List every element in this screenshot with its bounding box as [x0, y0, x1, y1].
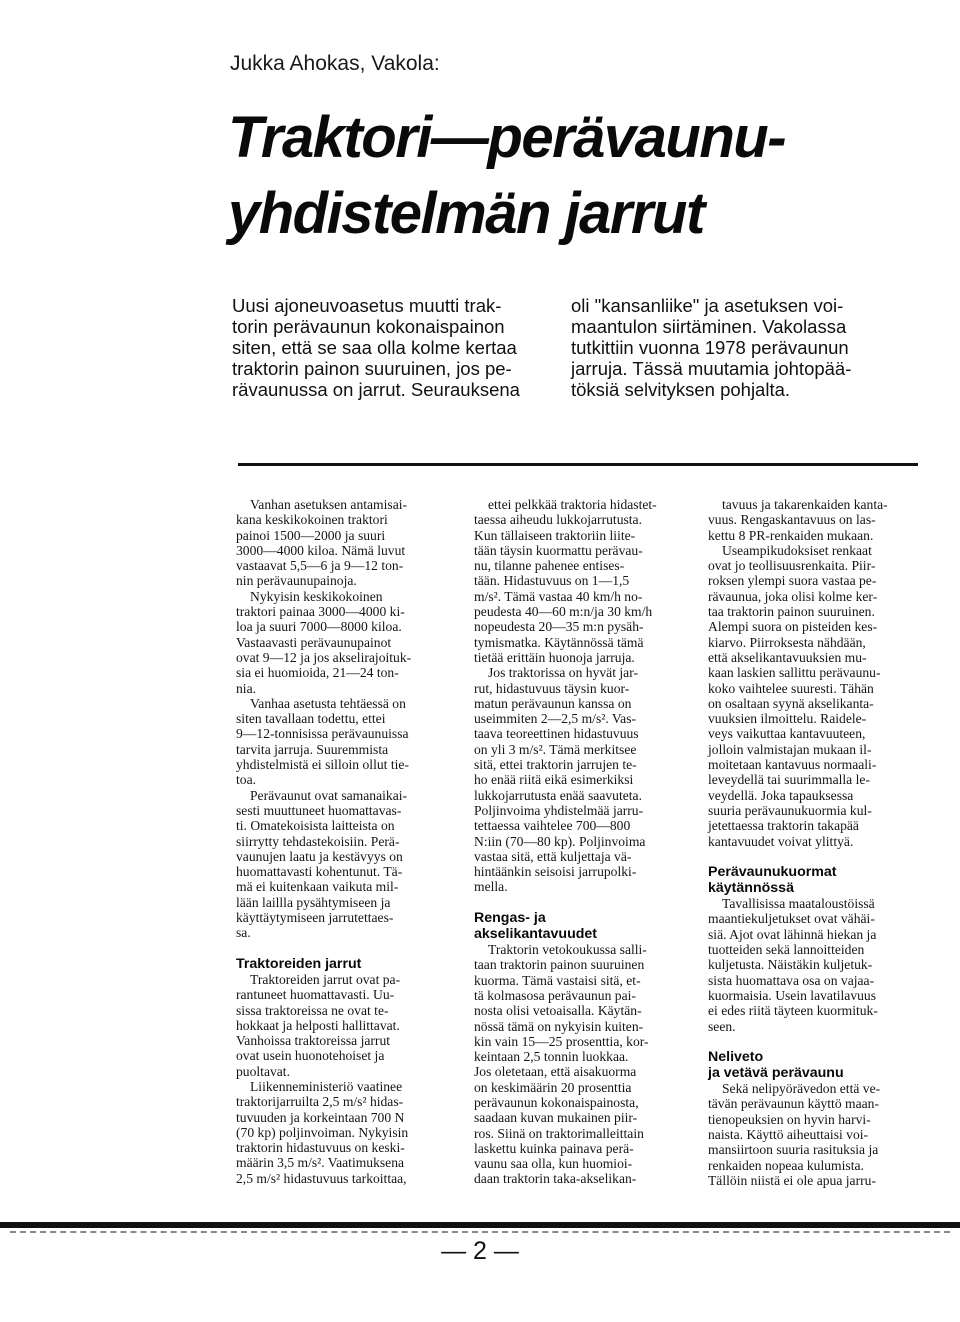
lead-line: maantulon siirtäminen. Vakolassa	[571, 316, 847, 337]
text-line: useimmiten 2—2,5 m/s². Vas-	[474, 711, 637, 727]
text-line: 3000—4000 kiloa. Nämä luvut	[236, 542, 406, 558]
spacer	[474, 895, 694, 910]
heading-line: akselikantavuudet	[474, 926, 598, 943]
spacer	[708, 849, 928, 864]
text-line: käyttäytymiseen jarrutettaes-	[236, 910, 394, 926]
text-line: traktorijarruilta 2,5 m/s² hidas-	[236, 1094, 404, 1110]
heading-line: Traktoreiden jarrut	[236, 955, 362, 972]
lead-paragraph-right	[571, 295, 901, 400]
text-line: jetettaessa traktorin takapää	[708, 818, 859, 834]
text-line: että akselikantavuuksien mu-	[708, 649, 867, 665]
text-line: siten tavallaan todettu, ettei	[236, 711, 386, 727]
paragraph	[474, 942, 694, 1187]
text-line: nopeudesta 20—35 m:n pysäh-	[474, 619, 644, 635]
text-line: ho enää riitä eikä esimerkiksi	[474, 772, 634, 788]
text-line: mella.	[474, 879, 508, 895]
text-line: tuvuuden ja korkeintaan 700 N	[236, 1109, 405, 1125]
section-heading	[474, 910, 694, 942]
lead-line: traktorin painon suuruinen, jos pe-	[232, 358, 512, 379]
section-heading	[708, 1049, 928, 1081]
text-line: vastaavat 5,5—6 ja 9—12 ton-	[236, 558, 404, 574]
text-line: roksen ylempi suora vastaa pe-	[708, 573, 877, 589]
text-line: kantavuudet voivat ylittyä.	[708, 833, 854, 849]
text-line: lään laillla pysähtymiseen ja	[236, 894, 391, 910]
paragraph	[474, 665, 694, 894]
text-line: ovat 9—12 ja jos akselirajoituk-	[236, 649, 412, 665]
text-line: matun perävaunun kanssa on	[474, 695, 632, 711]
headline-line: yhdistelmän jarrut	[228, 181, 704, 246]
text-line: lukkojarrutusta enää saavuteta.	[474, 787, 642, 803]
text-line: koko vaihtelee suuresti. Tähän	[708, 680, 874, 696]
text-line: Useampikudoksiset renkaat	[722, 542, 872, 558]
text-line: tään. Hidastuvuus on 1—1,5	[474, 573, 630, 589]
text-line: vastaa sitä, että kuljettaja vä-	[474, 848, 632, 864]
text-line: renkaiden nopeaa kulumista.	[708, 1157, 864, 1173]
text-line: määrin 3,5 m/s². Vaatimuksena	[236, 1155, 405, 1171]
text-line: saadaan kuvan mukainen piir-	[474, 1110, 638, 1126]
text-line: Vanhan asetuksen antamisai-	[250, 497, 408, 512]
paragraph	[236, 696, 456, 788]
section-heading	[708, 864, 928, 896]
text-line: Poljinvoima yhdistelmää jarru-	[474, 802, 644, 818]
text-line: ei edes riitä täyteen kuormituk-	[708, 1003, 878, 1019]
text-line: maantiekuljetukset ovat vähäi-	[708, 911, 875, 927]
text-line: sitä, ettei traktorin jarrujen te-	[474, 757, 637, 773]
text-line: m/s². Tämä vastaa 40 km/h no-	[474, 588, 643, 604]
text-line: Tällöin niistä ei ole apua jarru-	[708, 1172, 876, 1188]
text-line: nia.	[236, 680, 257, 696]
text-line: on yli 3 m/s². Tämä merkitsee	[474, 741, 637, 757]
text-line: suuria perävaunukuormia kul-	[708, 802, 872, 818]
text-line: N:iin (70—80 kp). Poljinvoima	[474, 833, 646, 849]
lead-line: jarruja. Tässä muutamia johtopää-	[571, 358, 852, 379]
text-line: kiarvo. Piirroksesta nähdään,	[708, 634, 866, 650]
text-line: Nykyisin keskikokoinen	[250, 588, 383, 604]
text-line: ovat jo teollisuusrenkaita. Piir-	[708, 558, 876, 574]
paragraph	[708, 497, 928, 543]
paragraph	[708, 1081, 928, 1188]
text-line: Jos oletetaan, että aisakuorma	[474, 1064, 637, 1080]
lead-paragraph-left	[232, 295, 548, 400]
text-line: moitetaan kantavuus normaali-	[708, 757, 877, 773]
paragraph	[236, 497, 456, 589]
text-line: kettu 8 PR-renkaiden mukaan.	[708, 527, 874, 543]
text-line: kuljetusta. Näistäkin kuljetuk-	[708, 957, 873, 973]
footer-rule	[0, 1222, 960, 1228]
text-line: yhdistelmistä ei silloin ollut tie-	[236, 757, 409, 773]
section-heading	[236, 956, 456, 972]
text-line: Vanhoissa traktoreissa jarrut	[236, 1033, 391, 1049]
text-line: puoltavat.	[236, 1063, 290, 1079]
text-line: hintäänkin seisoisi jarrupolki-	[474, 864, 637, 880]
text-line: tietää erittäin huonoja jarruja.	[474, 649, 635, 665]
text-line: Traktorin vetokoukussa salli-	[488, 942, 647, 958]
text-line: traktorin hidastuvuus on keski-	[236, 1140, 405, 1156]
text-line: kuorma. Tämä vastaisi sitä, et-	[474, 972, 641, 988]
spacer	[236, 941, 456, 956]
text-line: taan traktorin painon suuruinen	[474, 957, 645, 973]
text-line: siä. Ajot ovat lähinnä hiekan ja	[708, 926, 877, 942]
heading-line: käytännössä	[708, 880, 794, 897]
text-line: taava teoreettinen hidastuvuus	[474, 726, 639, 742]
text-line: tävän perävaunun käyttö maan-	[708, 1096, 879, 1112]
heading-line: ja vetävä perävaunu	[708, 1065, 844, 1082]
text-line: taa traktorin painon suuruinen.	[708, 604, 875, 620]
text-line: huomattavasti kohentunut. Tä-	[236, 864, 403, 880]
text-line: mä ei kuitenkaan vaikuta mil-	[236, 879, 399, 895]
paragraph	[474, 497, 694, 665]
text-line: naista. Käyttö aiheuttaisi voi-	[708, 1126, 869, 1142]
text-line: loa ja suuri 7000—8000 kiloa.	[236, 619, 402, 635]
text-line: 2,5 m/s² hidastuvuus tarkoittaa,	[236, 1170, 407, 1186]
text-line: tienopeuksien on hyvin harvi-	[708, 1111, 871, 1127]
text-line: Kun tällaiseen traktoriin liite-	[474, 527, 636, 543]
text-line: Vastaavasti perävaunupainot	[236, 634, 392, 650]
text-line: veys vaikuttaa kantavuuteen,	[708, 726, 866, 742]
text-line: tään täysin kuormattu perävau-	[474, 542, 643, 558]
footer-dotted-rule	[10, 1231, 950, 1233]
spacer	[708, 1034, 928, 1049]
text-line: peudesta 40—60 m:n/ja 30 km/h	[474, 604, 653, 620]
text-line: keintaan 2,5 tonnin luokkaa.	[474, 1049, 629, 1065]
text-line: hokkaat ja helposti hallittavat.	[236, 1017, 400, 1033]
text-line: Sekä nelipyörävedon että ve-	[722, 1081, 881, 1097]
article-headline	[228, 100, 928, 252]
paragraph	[236, 788, 456, 941]
text-line: on osaltaan syynä akselikanta-	[708, 695, 874, 711]
lead-line: siten, että se saa olla kolme kertaa	[232, 337, 517, 358]
text-line: vuus. Rengaskantavuus on las-	[708, 512, 876, 528]
paragraph	[708, 543, 928, 849]
text-line: kana keskikokoinen traktori	[236, 512, 388, 528]
text-line: nu, tilanne pahenee entises-	[474, 558, 625, 574]
text-line: Vanhaa asetusta tehtäessä on	[250, 695, 406, 711]
text-line: toa.	[236, 772, 257, 788]
lead-line: töksiä selvityksen pohjalta.	[571, 379, 791, 400]
text-line: jolloin valmistajan mukaan il-	[708, 741, 872, 757]
body-column-3	[708, 497, 928, 1188]
lead-line: Uusi ajoneuvoasetus muutti trak-	[232, 295, 502, 316]
text-line: rut, hidastuvuus täysin kuor-	[474, 680, 630, 696]
text-line: 9—12-tonnisissa perävaunuissa	[236, 726, 409, 742]
body-column-1	[236, 497, 456, 1186]
text-line: Jos traktorissa on hyvät jar-	[488, 665, 638, 681]
text-line: ettei pelkkää traktoria hidastet-	[488, 497, 657, 512]
text-line: kin vain 15—25 prosenttia, kor-	[474, 1033, 649, 1049]
lead-line: oli "kansanliike" ja asetuksen voi-	[571, 295, 844, 316]
text-line: Alempi suora on pisteiden kes-	[708, 619, 878, 635]
text-line: rävaunua, joka olisi kolme ker-	[708, 588, 878, 604]
text-line: (70 kp) poljinvoiman. Nykyisin	[236, 1124, 409, 1140]
text-line: sesti muuttuneet huomattavas-	[236, 802, 402, 818]
text-line: taessa aiheudu lukkojarrutusta.	[474, 512, 642, 528]
headline-line: Traktori—perävaunu-	[228, 105, 786, 170]
page-number: — 2 —	[441, 1237, 519, 1265]
text-line: nössä tämä on nykyisin kuiten-	[474, 1018, 644, 1034]
text-line: sa.	[236, 925, 251, 941]
text-line: vaunujen laatu ja kestävyys on	[236, 848, 403, 864]
text-line: vaunu saa olla, kun huomioi-	[474, 1156, 633, 1172]
text-line: tymismatka. Käytännössä tämä	[474, 634, 644, 650]
paragraph	[708, 896, 928, 1034]
text-line: nin perävaunupainoja.	[236, 573, 357, 589]
author-byline: Jukka Ahokas, Vakola:	[230, 52, 440, 75]
text-line: tuotteiden sekä lannoitteiden	[708, 942, 865, 958]
text-line: Perävaunut ovat samanaikai-	[250, 787, 408, 803]
text-line: tä kolmasosa perävaunun pai-	[474, 987, 636, 1003]
text-line: vuuksien ilmoittelu. Raidele-	[708, 711, 867, 727]
heading-line: Neliveto	[708, 1049, 764, 1066]
text-line: nosta olisi vetoaisalla. Käytän-	[474, 1003, 642, 1019]
text-line: Traktoreiden jarrut ovat pa-	[250, 971, 401, 987]
heading-line: Perävaunukuormat	[708, 864, 837, 881]
text-line: sia ei huomioida, 21—24 ton-	[236, 665, 399, 681]
text-line: seen.	[708, 1018, 736, 1034]
body-column-2	[474, 497, 694, 1187]
text-line: mansiirtoon suuria rasituksia ja	[708, 1142, 879, 1158]
text-line: Tavallisissa maataloustöissä	[722, 896, 875, 912]
heading-line: Rengas- ja	[474, 910, 546, 927]
text-line: leveydellä tai suurimmalla le-	[708, 772, 870, 788]
text-line: tavuus ja takarenkaiden kanta-	[722, 497, 888, 512]
paragraph	[236, 589, 456, 696]
paragraph	[236, 972, 456, 1079]
text-line: tarvita jarruja. Suuremmista	[236, 741, 389, 757]
text-line: sissa traktoreissa ne ovat te-	[236, 1002, 389, 1018]
text-line: painoi 1500—2000 ja suuri	[236, 527, 386, 543]
text-line: ros. Siinä on traktorimalleittain	[474, 1125, 644, 1141]
text-line: tettaessa vaihtelee 700—800	[474, 818, 631, 834]
text-line: on keskimäärin 20 prosenttia	[474, 1079, 632, 1095]
text-line: kaan laskien sallittu perävaunu-	[708, 665, 881, 681]
text-line: ti. Omatekoisista laitteista on	[236, 818, 395, 834]
text-line: kuormaisia. Usein lavatilavuus	[708, 987, 876, 1003]
section-divider	[238, 463, 918, 466]
text-line: siirrytty tehdastekoisiin. Perä-	[236, 833, 400, 849]
text-line: Liikenneministeriö vaatinee	[250, 1078, 403, 1094]
lead-line: torin perävaunun kokonaispainon	[232, 316, 505, 337]
paragraph	[236, 1079, 456, 1186]
lead-line: tutkittiin vuonna 1978 perävaunun	[571, 337, 849, 358]
text-line: rantuneet huomattavasti. Uu-	[236, 987, 395, 1003]
lead-line: rävaunussa on jarrut. Seurauksena	[232, 379, 520, 400]
text-line: perävaunun kokonaispainosta,	[474, 1094, 639, 1110]
text-line: daan traktorin taka-akselikan-	[474, 1171, 637, 1187]
text-line: laskettu kuinka painava perä-	[474, 1140, 634, 1156]
text-line: traktori painaa 3000—4000 ki-	[236, 604, 405, 620]
text-line: veydellä. Joka tapauksessa	[708, 787, 854, 803]
text-line: sista huomattava osa on vajaa-	[708, 972, 875, 988]
text-line: ovat usein huonotehoiset ja	[236, 1048, 385, 1064]
